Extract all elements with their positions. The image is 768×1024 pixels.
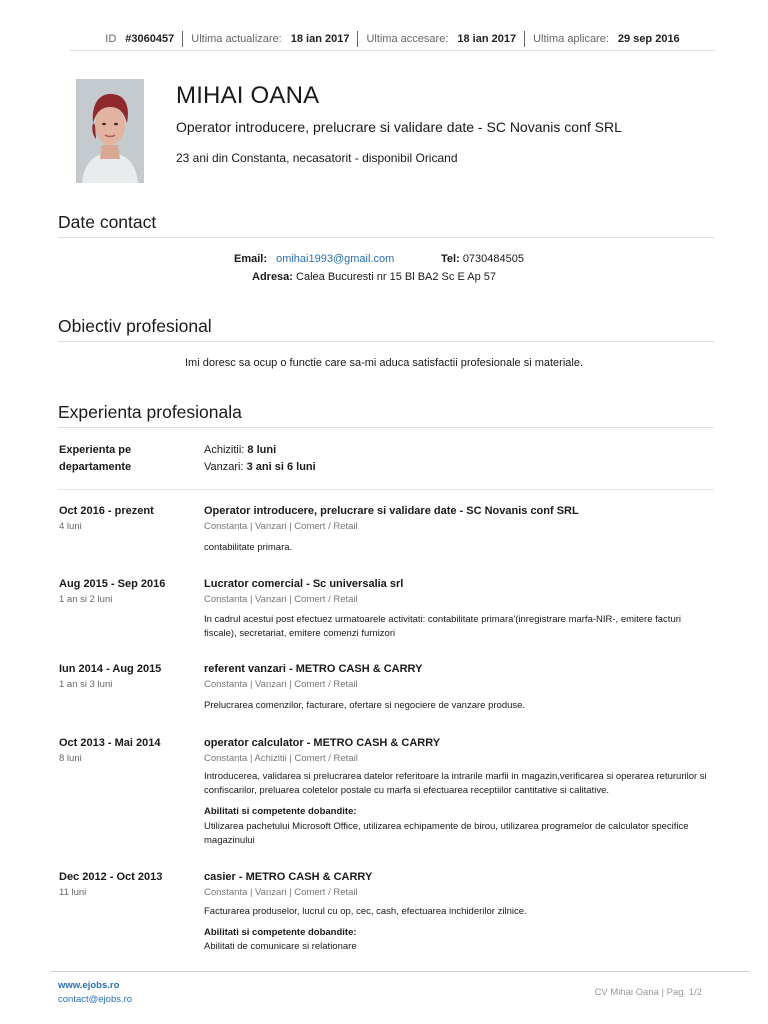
cv-id-label: ID <box>105 33 117 45</box>
candidate-headline: Operator introducere, prelucrare si validare date - SC Novanis conf SRL <box>176 119 622 135</box>
department-experience-label: Experienta pe departamente <box>59 444 132 473</box>
profile-photo <box>76 79 144 183</box>
job-location: Constanta | Achizitii | Comert / Retail <box>204 753 358 764</box>
section-title-experience: Experienta profesionala <box>58 402 242 422</box>
footer-website-link[interactable]: www.ejobs.ro <box>58 980 120 991</box>
footer-divider <box>50 971 750 972</box>
last-updated-value: 18 ian 2017 <box>290 33 350 45</box>
candidate-name: MIHAI OANA <box>176 82 320 109</box>
department-experience-list <box>204 442 316 476</box>
candidate-personal-info: 23 ani din Constanta, necasatorit - disponibil Oricand <box>176 151 458 165</box>
footer-email-link[interactable]: contact@ejobs.ro <box>58 994 133 1005</box>
job-location: Constanta | Vanzari | Comert / Retail <box>204 887 358 898</box>
last-accessed-value: 18 ian 2017 <box>457 33 517 45</box>
section-divider <box>58 427 714 428</box>
cv-id <box>105 33 174 45</box>
last-applied <box>533 33 680 45</box>
section-title-objective: Obiectiv profesional <box>58 316 212 336</box>
job-location: Constanta | Vanzari | Comert / Retail <box>204 521 358 532</box>
job-skills-label: Abilitati si competente dobandite: <box>204 806 357 817</box>
department-name: Achizitii: <box>204 444 245 456</box>
department-item <box>204 442 316 459</box>
job-skills: Utilizarea pachetului Microsoft Office, utilizarea echipamente de birou, utilizarea programelor de calculator specifice magazinului <box>204 821 689 846</box>
job-duration: 4 luni <box>59 521 82 532</box>
job-period: Dec 2012 - Oct 2013 <box>59 871 163 883</box>
contact-email <box>234 253 394 265</box>
meta-separator <box>357 31 358 47</box>
job-location: Constanta | Vanzari | Comert / Retail <box>204 594 358 605</box>
department-name: Vanzari: <box>204 461 244 473</box>
experience-divider <box>58 489 714 490</box>
footer-contact <box>58 979 132 1007</box>
job-location: Constanta | Vanzari | Comert / Retail <box>204 679 358 690</box>
job-description: In cadrul acestui post efectuez urmatoarele activitati: contabilitate primara'(inregistrare marfa-NIR-, emitere facturi fiscale), secretariat, emitere comenzi furnizori <box>204 614 682 639</box>
job-title: Lucrator comercial - Sc universalia srl <box>204 578 404 590</box>
job-duration: 1 an si 3 luni <box>59 679 113 690</box>
last-accessed-label: Ultima accesare: <box>366 33 449 45</box>
objective-text: Imi doresc sa ocup o functie care sa-mi aduca satisfactii profesionale si materiale. <box>184 357 583 369</box>
address-value: Calea Bucuresti nr 15 Bl BA2 Sc E Ap 57 <box>296 271 496 283</box>
job-title: Operator introducere, prelucrare si validare date - SC Novanis conf SRL <box>204 505 579 517</box>
last-updated <box>191 33 349 45</box>
job-description: Prelucrarea comenzilor, facturare, ofertare si negociere de vanzare produse. <box>204 700 526 711</box>
last-updated-label: Ultima actualizare: <box>191 33 282 45</box>
job-title: operator calculator - METRO CASH & CARRY <box>204 737 441 749</box>
job-duration: 1 an si 2 luni <box>59 594 113 605</box>
job-period: Iun 2014 - Aug 2015 <box>59 663 162 675</box>
job-title: referent vanzari - METRO CASH & CARRY <box>204 663 423 675</box>
phone-value: 0730484505 <box>462 253 524 265</box>
department-item <box>204 459 316 476</box>
job-title: casier - METRO CASH & CARRY <box>204 871 373 883</box>
meta-separator <box>524 31 525 47</box>
meta-divider <box>70 50 715 51</box>
phone-label: Tel: <box>441 253 460 265</box>
contact-address <box>252 271 496 283</box>
section-divider <box>58 341 714 342</box>
email-link[interactable]: omihai1993@gmail.com <box>276 253 395 265</box>
address-label: Adresa: <box>252 271 293 283</box>
job-description: Facturarea produselor, lucrul cu op, cec, cash, efectuarea inchiderilor zilnice. <box>204 906 527 917</box>
cv-id-value: #3060457 <box>125 33 175 45</box>
job-duration: 8 luni <box>59 753 82 764</box>
job-description: contabilitate primara. <box>204 542 293 553</box>
last-accessed <box>366 33 516 45</box>
department-duration: 3 ani si 6 luni <box>246 461 316 473</box>
last-applied-value: 29 sep 2016 <box>617 33 680 45</box>
job-period: Oct 2016 - prezent <box>59 505 154 517</box>
job-period: Aug 2015 - Sep 2016 <box>59 578 166 590</box>
job-duration: 11 luni <box>59 887 87 898</box>
cv-meta-bar <box>70 28 715 50</box>
section-title-contact: Date contact <box>58 212 157 232</box>
job-skills: Abilitati de comunicare si relationare <box>204 941 357 952</box>
contact-phone <box>441 253 524 265</box>
section-divider <box>58 237 714 238</box>
last-applied-label: Ultima aplicare: <box>533 33 609 45</box>
department-duration: 8 luni <box>247 444 277 456</box>
meta-separator <box>182 31 183 47</box>
footer-page-info: CV Mihai Oana | Pag. 1/2 <box>594 987 702 998</box>
job-skills-label: Abilitati si competente dobandite: <box>204 927 357 938</box>
email-label: Email: <box>234 253 268 265</box>
job-period: Oct 2013 - Mai 2014 <box>59 737 161 749</box>
job-description: Introducerea, validarea si prelucrarea datelor referitoare la intrarile marfii in magazin,verificarea si operarea retururilor si confiscarilor, preluarea coletelor postale cu marfa si efectuarea receptiilor cantitative si calitative. <box>204 771 707 796</box>
